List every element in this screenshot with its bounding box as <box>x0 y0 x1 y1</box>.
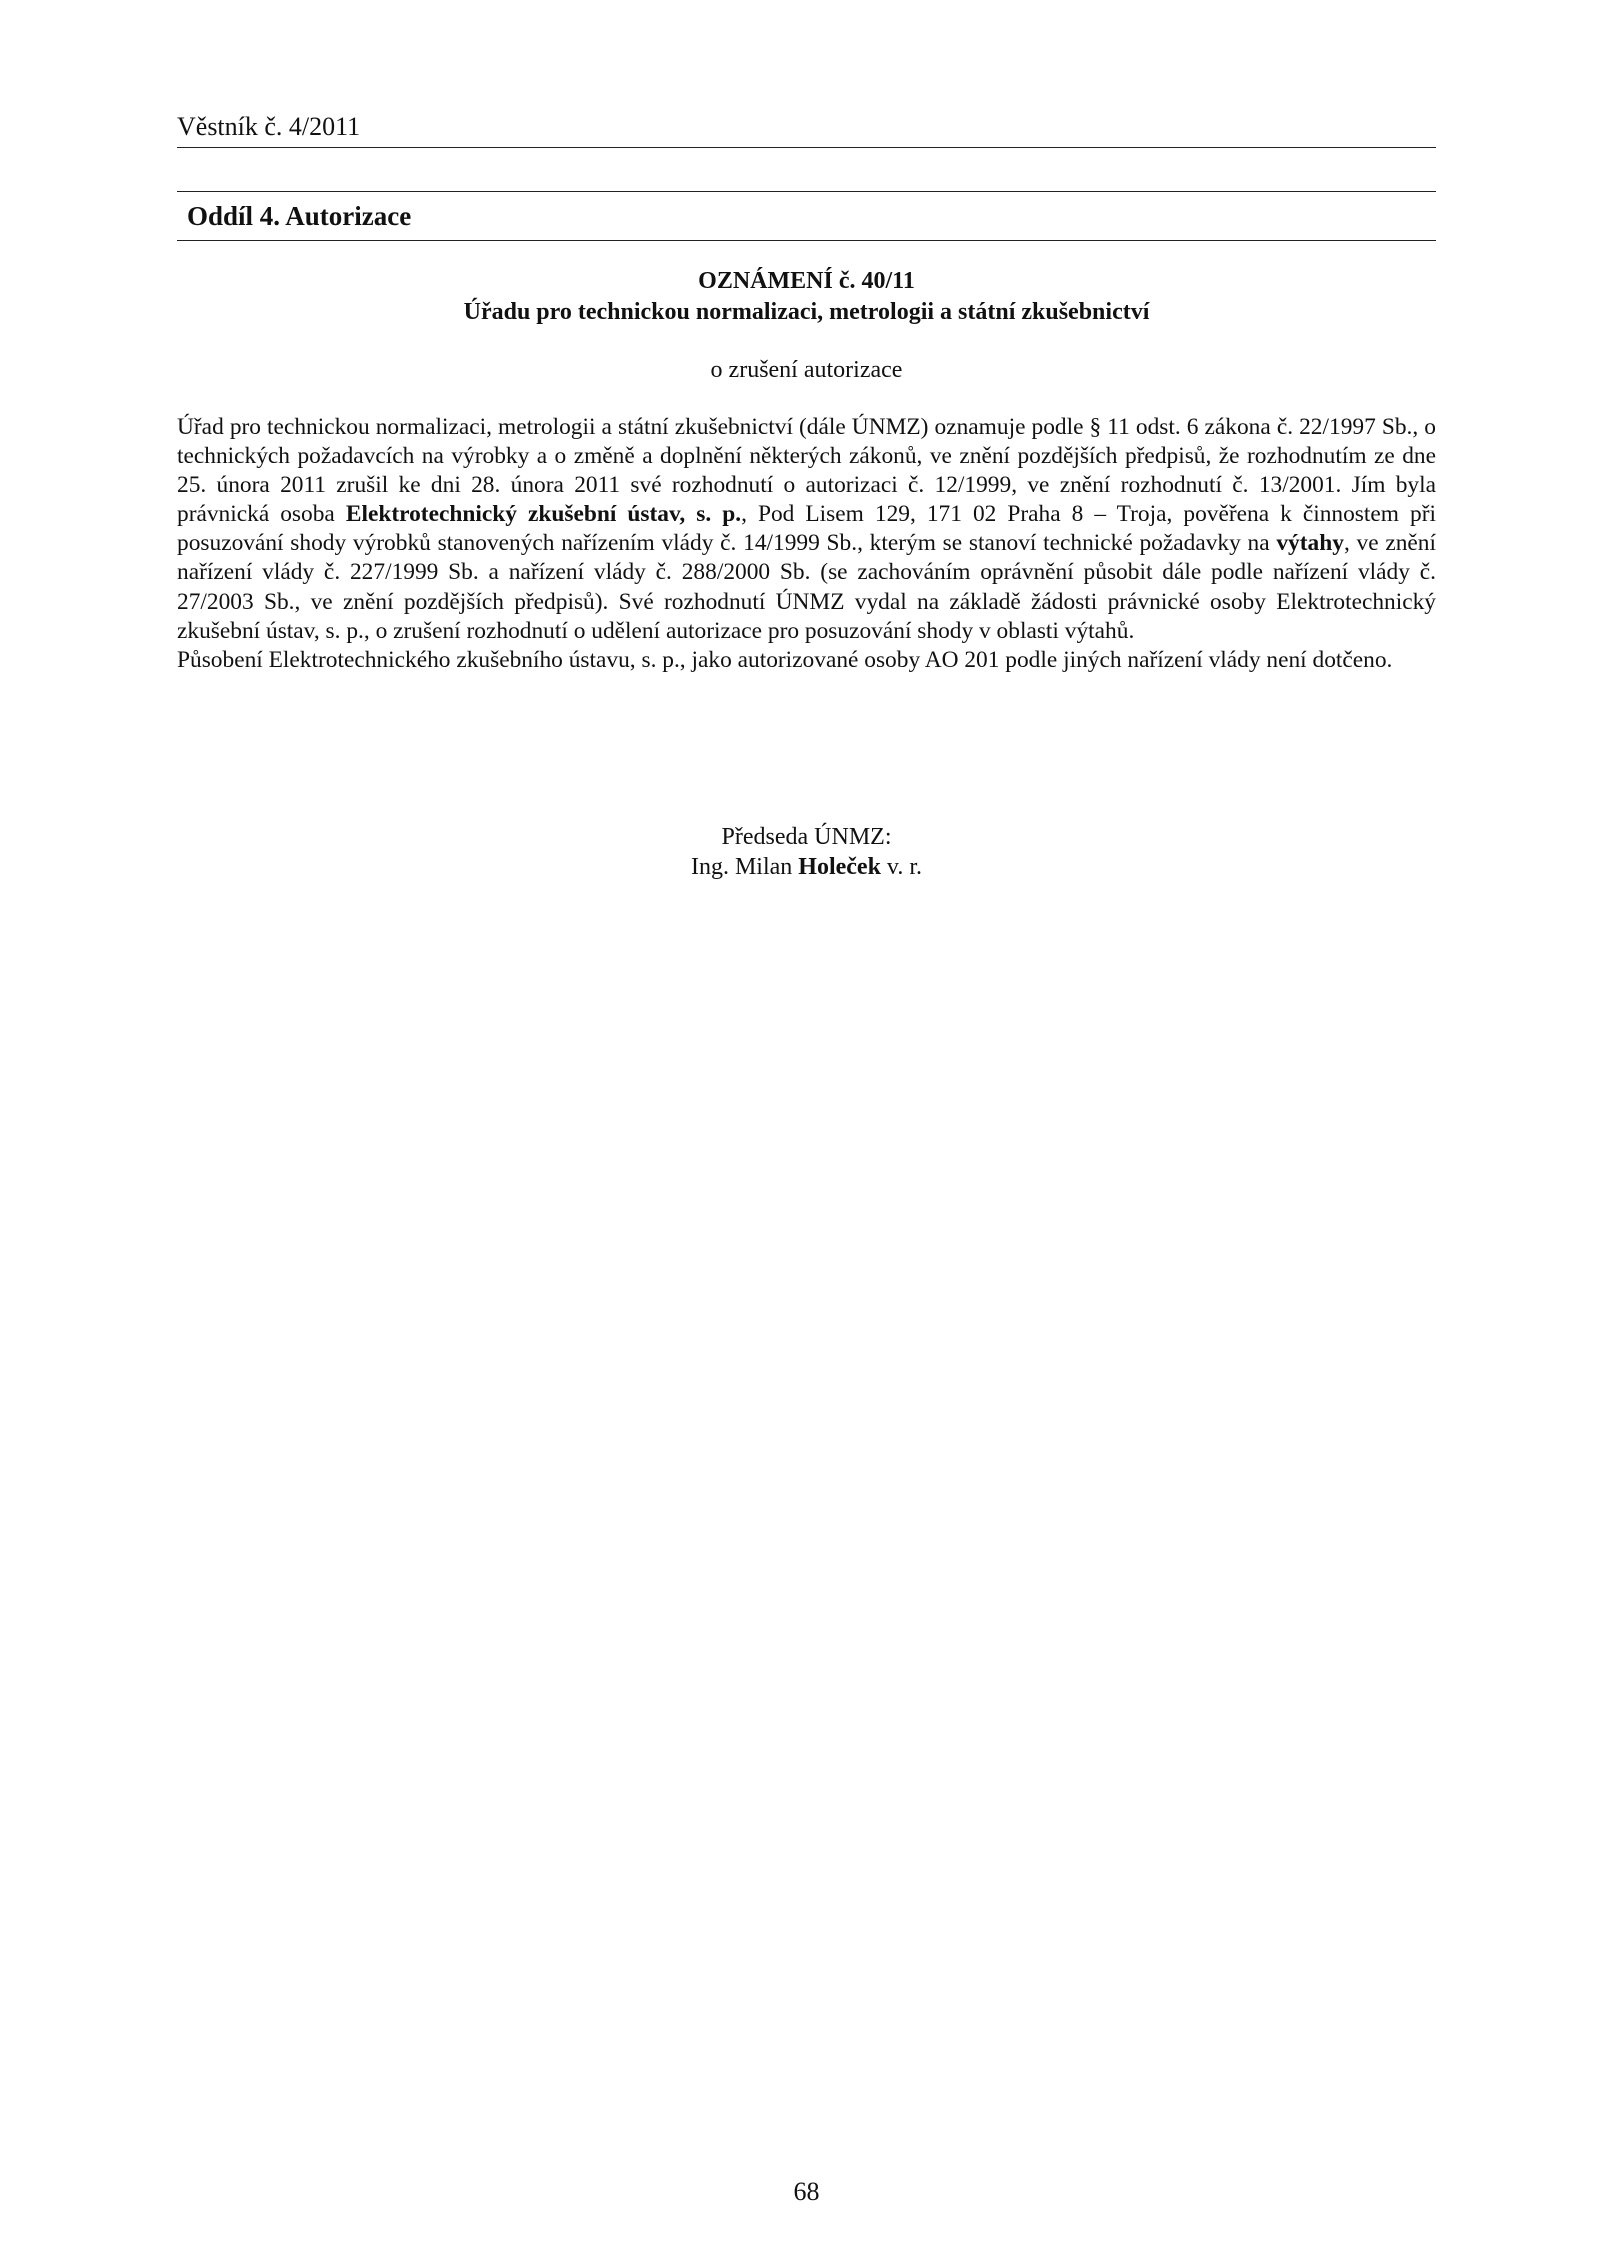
notice-title: OZNÁMENÍ č. 40/11 <box>698 268 915 294</box>
body-text-a: Úřad pro technickou normalizaci, metrologii a státní zkušebnictví (dále ÚNMZ) oznamuje podle § 11 odst. 6 zákona č. 22/1997 Sb., o technických požadavcích na výrobky a o změně a doplnění některých zákonů, ve znění pozdějších předpisů, že rozhodnutím ze dne 25. února 2011 zrušil ke dni 28. února 2011 své rozhodnutí o autorizaci č. 12/1999, ve znění rozhodnutí č. 13/2001. Jím byla právnická osoba <box>177 414 1436 528</box>
signature-block <box>177 822 1436 882</box>
body-text-b: , Pod Lisem 129, 171 02 Praha 8 – Troja, pověřena k činnostem při posuzování shody výrobků stanovených nařízením vlády č. 14/1999 Sb., kterým se stanoví technické požadavky na <box>177 501 1436 557</box>
header-rule <box>177 147 1436 148</box>
body-paragraph-1 <box>177 413 1436 646</box>
page-number: 68 <box>793 2177 820 2206</box>
signature-suffix: v. r. <box>880 854 923 880</box>
signature-role: Předseda ÚNMZ: <box>721 824 892 850</box>
section-title: Oddíl 4. Autorizace <box>187 201 412 231</box>
section-rule-bottom <box>177 240 1436 241</box>
notice-subject: o zrušení autorizace <box>710 357 903 383</box>
signature-surname: Holeček <box>798 854 881 880</box>
signature-name-line <box>177 852 1436 882</box>
product-name: výtahy <box>1276 530 1344 557</box>
organization-name: Elektrotechnický zkušební ústav, s. p. <box>345 501 742 528</box>
notice-issuer: Úřadu pro technickou normalizaci, metrologii a státní zkušebnictví <box>463 299 1150 325</box>
notice-body <box>177 413 1436 675</box>
signature-name-prefix: Ing. Milan <box>690 854 799 880</box>
body-text-c: , ve znění nařízení vlády č. 227/1999 Sb. a nařízení vlády č. 288/2000 Sb. (se zachováním oprávnění působit dále podle nařízení vlády č. 27/2003 Sb., ve znění pozdějších předpisů). Své rozhodnutí ÚNMZ vydal na základě žádosti právnické osoby Elektrotechnický zkušební ústav, s. p., o zrušení rozhodnutí o udělení autorizace pro posuzování shody v oblasti výtahů. <box>177 530 1436 644</box>
running-head: Věstník č. 4/2011 <box>177 112 361 141</box>
section-rule-top <box>177 191 1436 192</box>
body-paragraph-2: Působení Elektrotechnického zkušebního ústavu, s. p., jako autorizované osoby AO 201 podle jiných nařízení vlády není dotčeno. <box>177 646 1393 673</box>
